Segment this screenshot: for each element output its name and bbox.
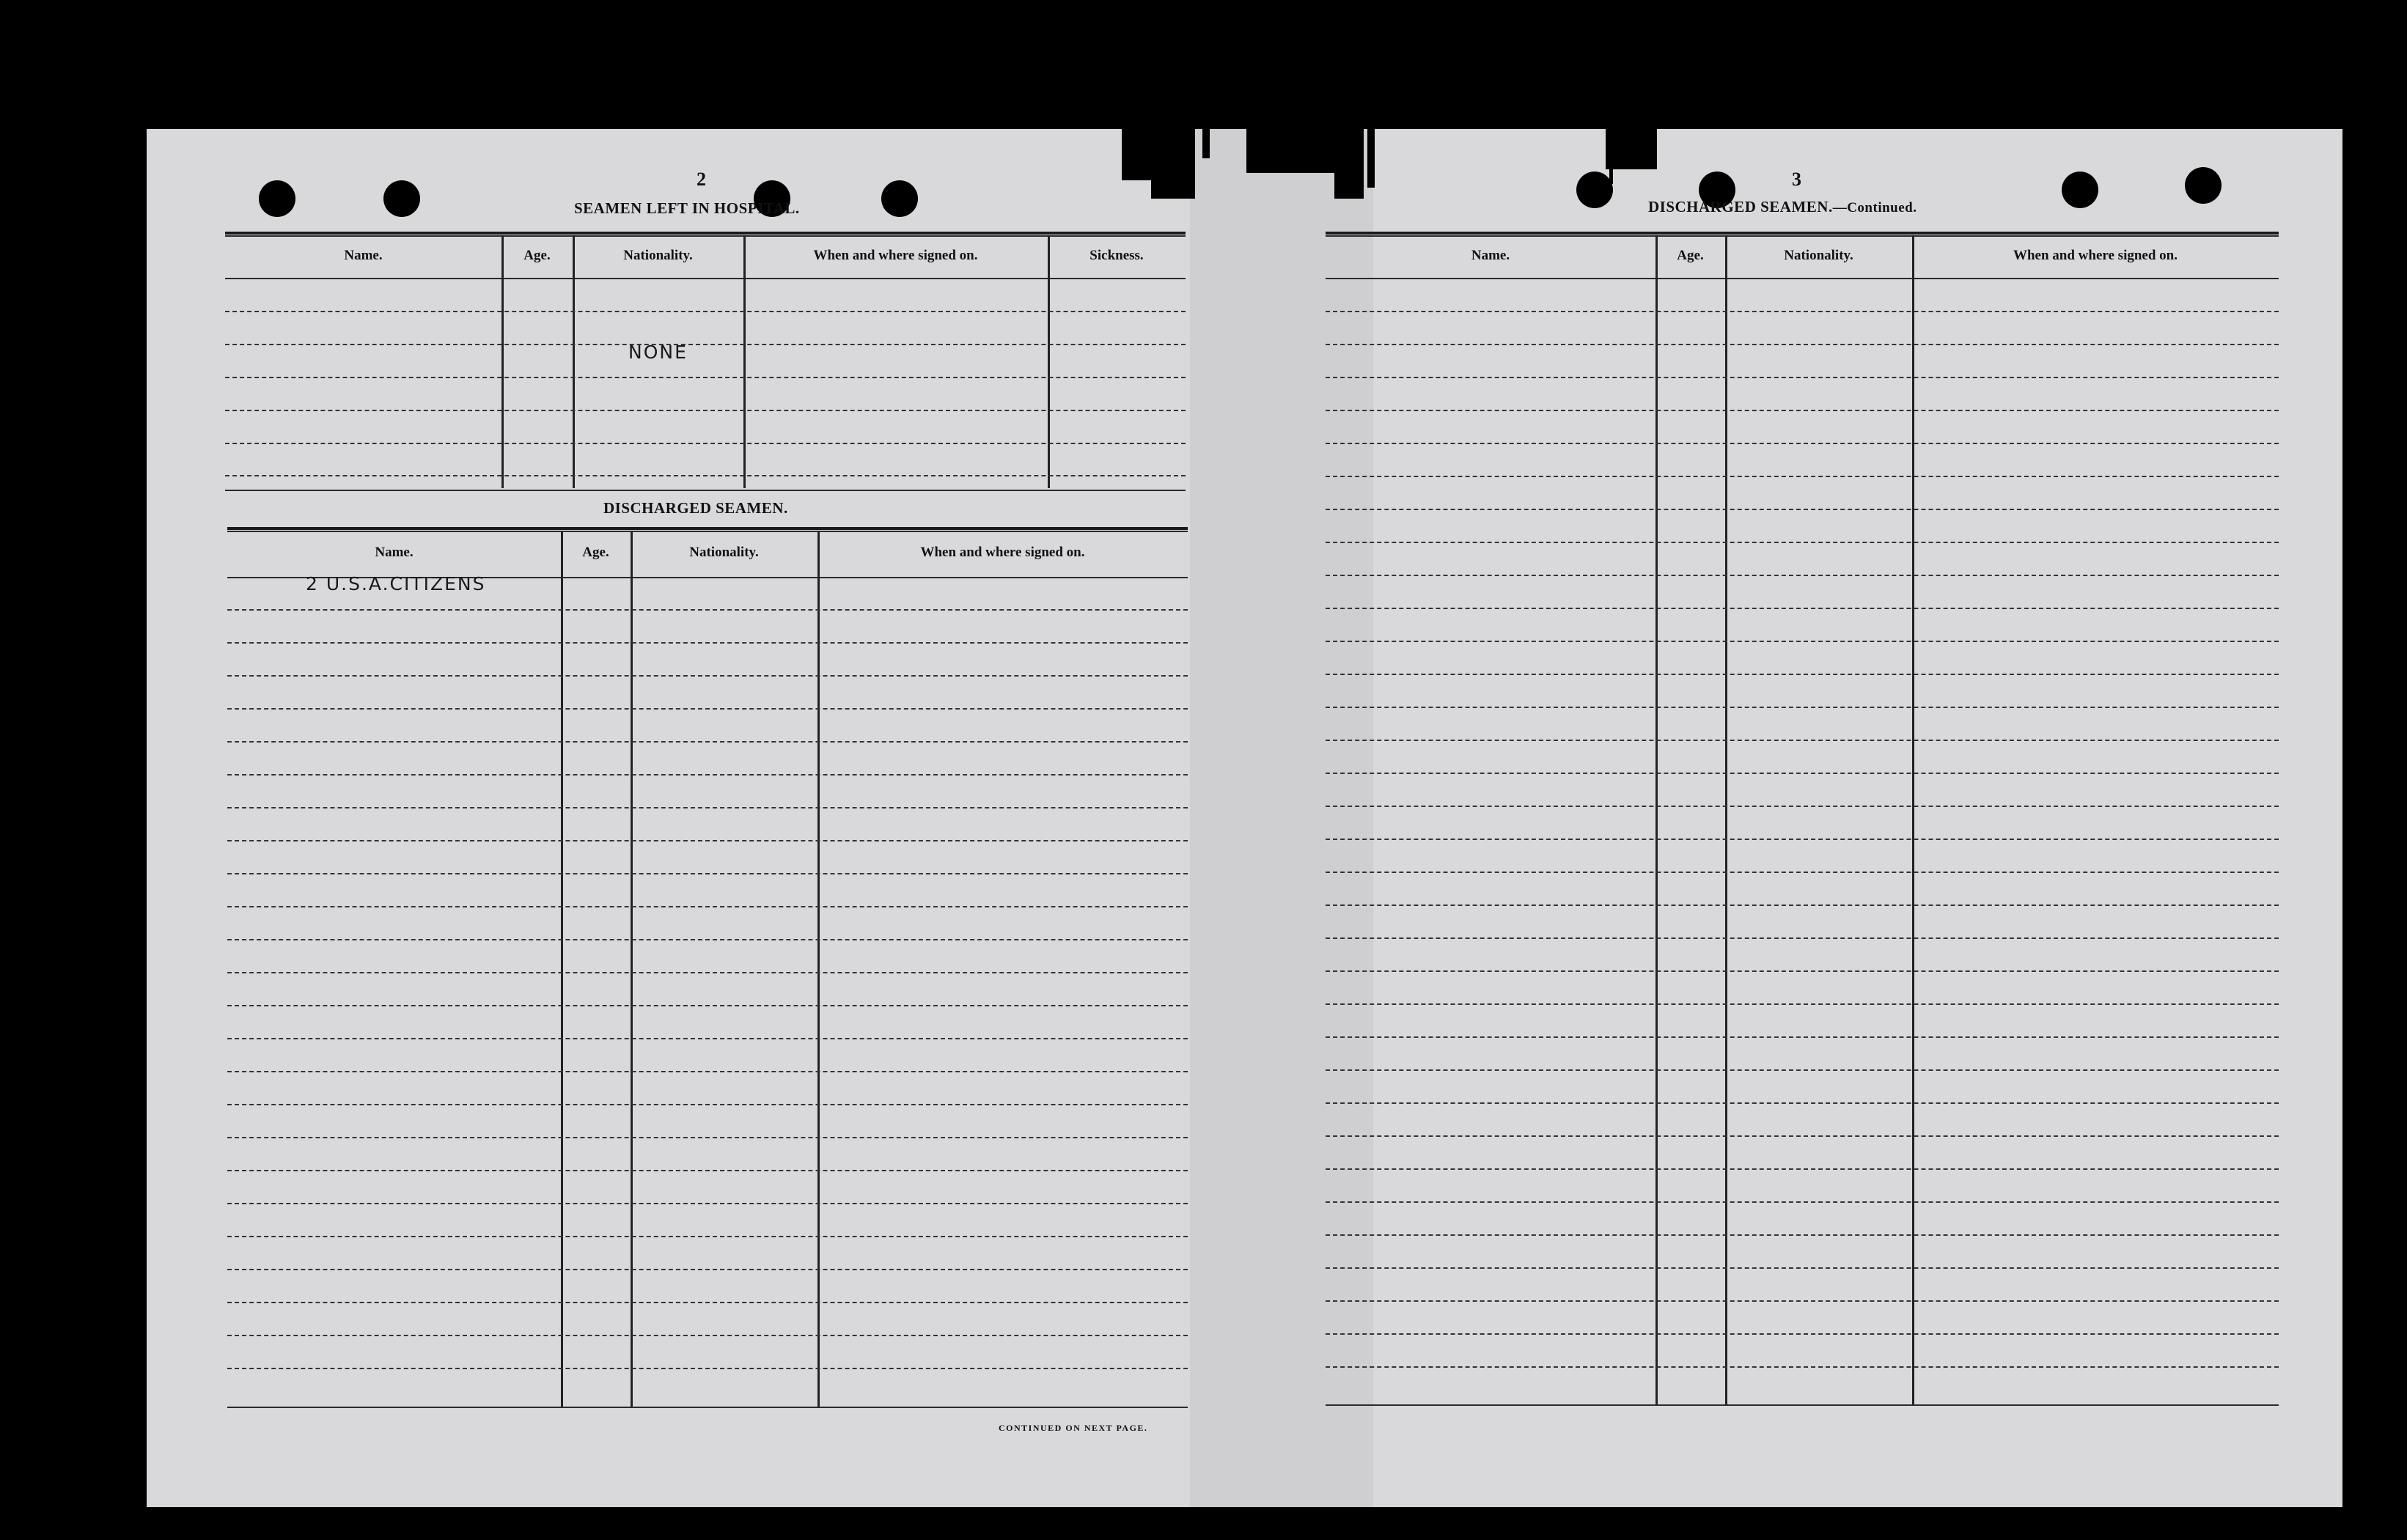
hospital-entry-text: NONE <box>628 342 688 363</box>
binder-hole <box>1576 172 1613 208</box>
torn-edge <box>1122 129 1151 180</box>
binder-hole <box>383 180 420 217</box>
column-header-sickness: Sickness. <box>1089 248 1144 263</box>
column-header-signed-on: When and where signed on. <box>813 248 978 263</box>
ledger-sheet <box>147 129 2342 1507</box>
discharged-continued-title-suffix: —Continued. <box>1832 200 1917 215</box>
binder-hole <box>881 180 918 217</box>
column-header-age: Age. <box>582 545 609 560</box>
column-header-age: Age. <box>523 248 551 263</box>
page-number-left: 2 <box>697 169 706 190</box>
discharged-entry-text: 2 U.S.A.CITIZENS <box>306 573 486 594</box>
column-header-name: Name. <box>1471 248 1510 263</box>
torn-edge <box>1334 129 1364 199</box>
torn-edge <box>1606 129 1657 169</box>
column-header-nationality: Nationality. <box>1784 248 1853 263</box>
hospital-section-title: SEAMEN LEFT IN HOSPITAL. <box>574 199 800 217</box>
discharged-continued-title <box>1648 198 1917 216</box>
torn-edge <box>1151 129 1195 199</box>
column-header-nationality: Nationality. <box>689 545 759 560</box>
column-header-nationality: Nationality. <box>623 248 693 263</box>
column-header-signed-on: When and where signed on. <box>2013 248 2178 263</box>
torn-edge <box>1367 129 1375 188</box>
column-header-age: Age. <box>1677 248 1704 263</box>
page-number-right: 3 <box>1792 169 1801 190</box>
binder-hole <box>2062 172 2098 208</box>
binder-hole <box>2185 167 2222 204</box>
discharged-continued-title-main: DISCHARGED SEAMEN. <box>1648 198 1833 215</box>
discharged-section-title: DISCHARGED SEAMEN. <box>603 499 788 517</box>
discharged-table-right <box>1326 232 2279 1412</box>
torn-edge <box>1246 129 1334 173</box>
column-header-name: Name. <box>344 248 383 263</box>
binder-hole <box>259 180 295 217</box>
column-header-name: Name. <box>375 545 414 560</box>
continued-note: CONTINUED ON NEXT PAGE. <box>999 1423 1148 1433</box>
hospital-table <box>225 232 1186 495</box>
discharged-table-left <box>227 527 1188 1414</box>
column-header-signed-on: When and where signed on. <box>920 545 1085 560</box>
torn-edge <box>1202 129 1210 158</box>
